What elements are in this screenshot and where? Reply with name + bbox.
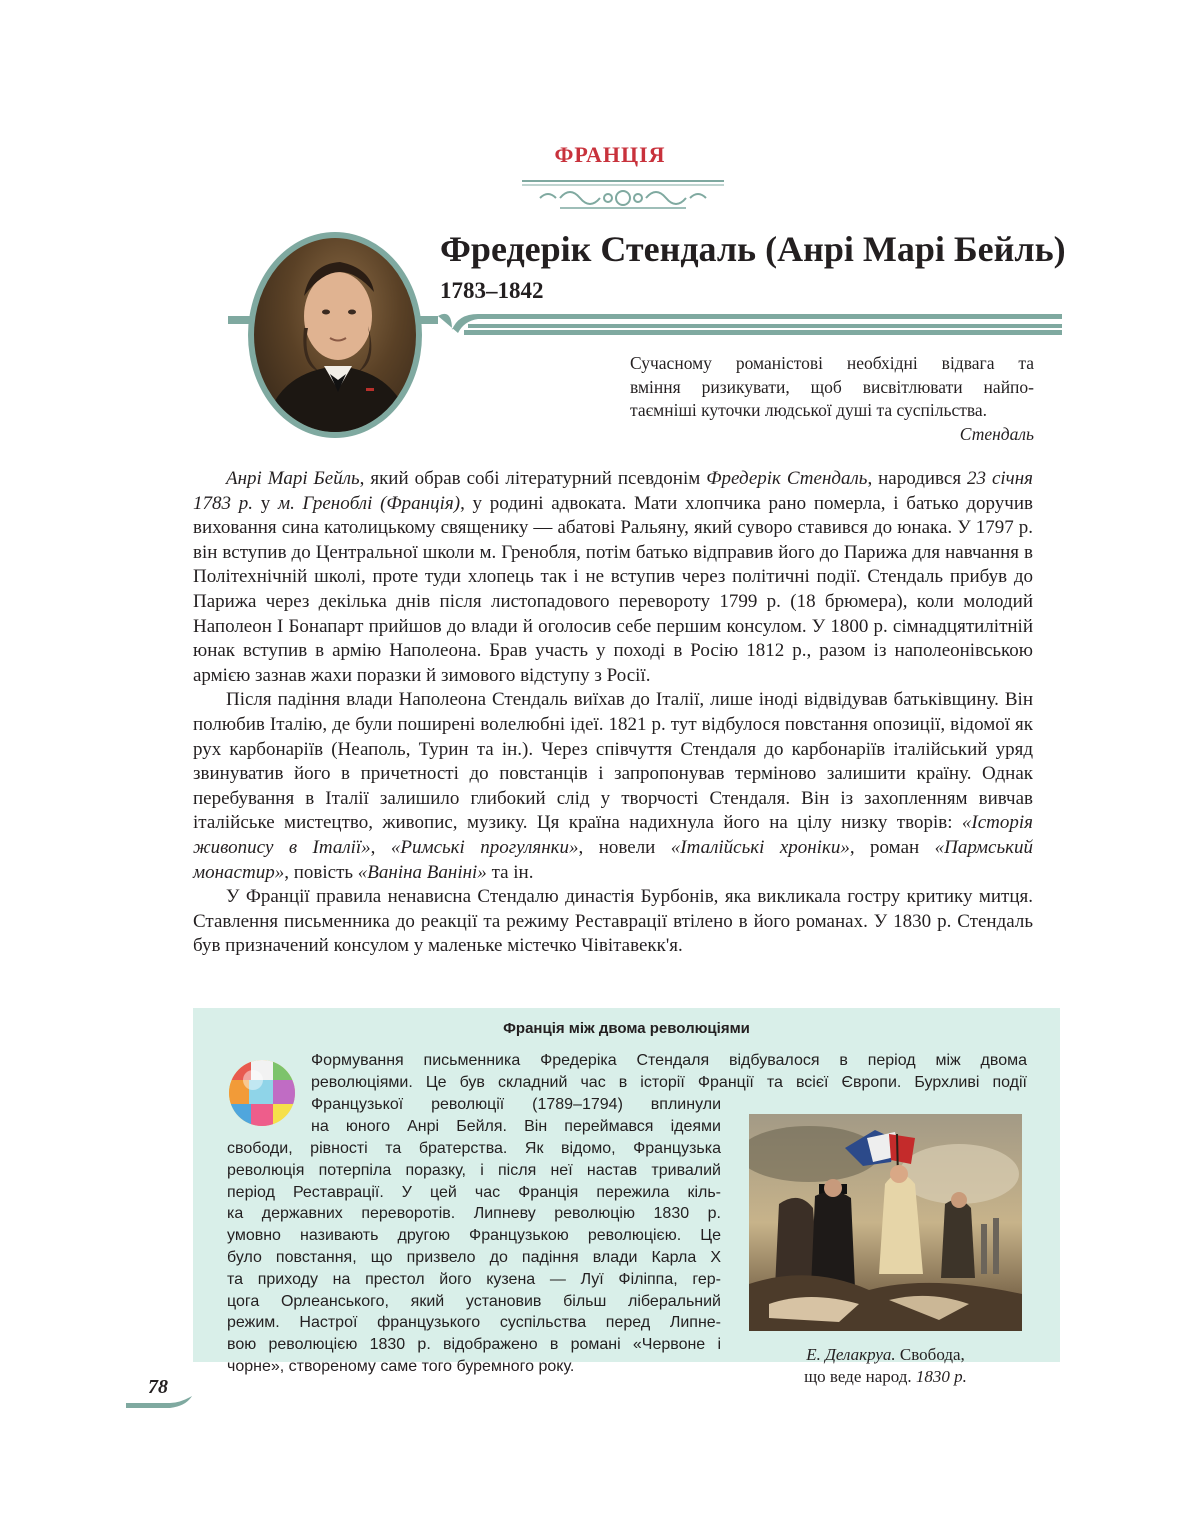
author-name: Фредерік Стендаль (Анрі Марі Бейль) (440, 229, 1066, 269)
paragraph: У Франції правила ненависна Стендалю династія Бурбонів, яка викликала гостру критику митця. Ставлення письменника до реакції та режиму Реставрації втілено в його романах. У 1830 р. Стендаль був призначений консулом у маленьке містечко Чівітавекк'я. (193, 886, 1033, 957)
section-title: ФРАНЦІЯ (554, 142, 666, 167)
info-text: Французької революції (1789–1794) вплинули на юного Анрі Бейля. Він переймався ідеями (311, 1096, 721, 1135)
info-text: свободи, рівності та братерства. Як відомо, Французька революція потерпіла поразку, і після неї настав тривалий період Реставрації. У цей час Франція пережила кіль- ка державних переворотів. Липневу революцію 1830 р. умовно називають другою Французькою революцією. Це було повстання, що призвело до падіння влади Карла Х та приходу на престол його кузена — Луї Філіппа, гер- цога Орлеанського, який установив більш ліберальний режим. Настрої французького суспільства перед Липне- вою революцією 1830 р. відображено в романі «Червоне і чорне», створеному саме того буремного року. (227, 1140, 721, 1375)
page-number: 78 (148, 1376, 168, 1398)
info-text: Формування письменника Фредеріка Стендаля відбувалося в період між двома революціями. Це був складний час в історії Франції та всієї Європи. Бурхливі події (311, 1052, 1027, 1091)
epigraph-line: Сучасному романістові необхідні відвага та (630, 353, 1034, 373)
header-rule (228, 310, 1062, 340)
ornament-divider-icon (520, 176, 726, 212)
paragraph: Анрі Марі Бейль, який обрав собі літературний псевдонім Фредерік Стендаль, народився 23 січня 1783 р. у м. Гренoблі (Франція), у родині адвоката. Мати хлопчика рано померла, і батько доручив виховання сина католицькому священику — абатові Ральяну, який суворо ставився до юнака. У 1797 р. він вступив до Центральної школи м. Гренобля, потім батько відправив його до Парижа для навчання в Політехнічній школі, проте туди хлопець так і не вступив через політичні події. Стендаль прибув до Парижа через декілька днів після листопадового перевороту 1799 р. (18 брюмера), коли молодий Наполеон І Бонапарт прийшов до влади й оголосив себе першим консулом. У 1800 р. сімнадцятилітній юнак вступив в армію Наполеона. Брав участь у поході в Росію 1812 р., разом із наполеонівською армією зазнав жахи поразки й зимового відступу з Росії. (193, 468, 1033, 686)
painting-liberty-leading-the-people (749, 1114, 1022, 1331)
epigraph-author: Стендаль (959, 423, 1034, 444)
author-years: 1783–1842 (440, 278, 544, 303)
epigraph (630, 352, 1034, 446)
biography-text (193, 467, 1033, 959)
globe-icon (227, 1058, 297, 1128)
painting-caption: Е. Делакруа. Свобода, що веде народ. 1830 р. (804, 1345, 967, 1386)
info-box-title: Франція між двома революціями (503, 1020, 750, 1037)
page-swoosh-icon (126, 1396, 196, 1408)
paragraph: Після падіння влади Наполеона Стендаль виїхав до Італії, лише іноді відвідував батьківщину. Він полюбив Італію, де були поширені волелюбні ідеї. 1821 р. тут відбулося повстання опозиції, відомої як рух карбонаріїв (Неаполь, Турин та ін.). Через співчуття Стендаля до карбонаріїв італійський уряд звинуватив його в причетності до повстанців і запропонував терміново залишити країну. Однак перебування в Італії залишило глибокий слід у творчості Стендаля. Він із захопленням вивчав італійське мистецтво, живопис, музику. Ця країна надихнула його на цілу низку творів: «Історія живопису в Італії», «Римські прогулянки», новели «Італійські хроніки», роман «Пармський монастир», повість «Ваніна Ваніні» та ін. (193, 689, 1033, 883)
epigraph-line: таємніші куточки людської душі та суспільства. (630, 400, 988, 420)
info-box (193, 1008, 1060, 1386)
epigraph-line: вміння ризикувати, щоб висвітлювати найпо- (630, 376, 1034, 397)
